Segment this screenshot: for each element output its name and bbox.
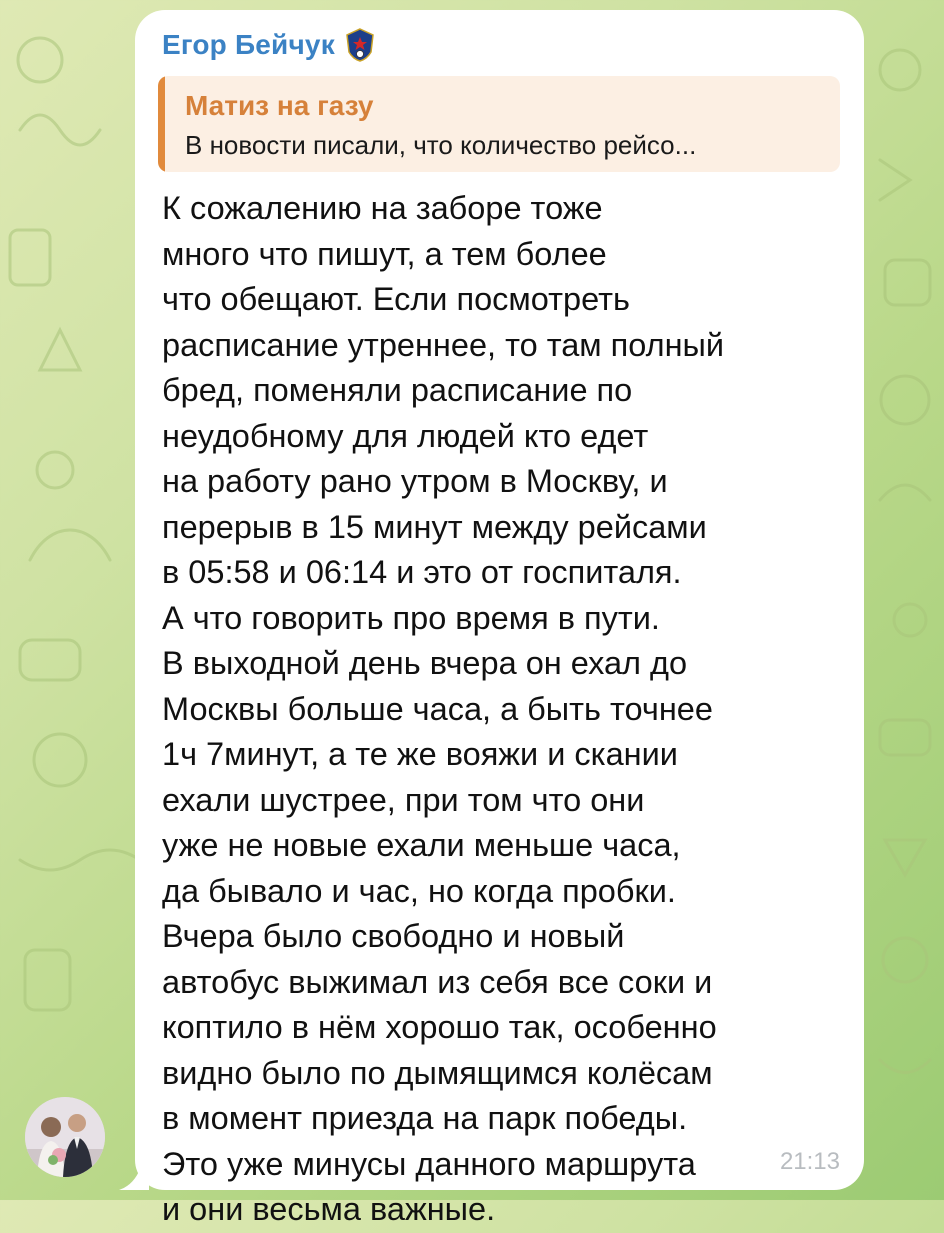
sender-avatar[interactable] xyxy=(25,1097,105,1177)
message-timestamp: 21:13 xyxy=(779,1148,840,1175)
message-line: в момент приезда на парк победы. xyxy=(162,1100,688,1136)
cska-emblem-icon xyxy=(345,28,375,62)
reply-preview: В новости писали, что количество рейсо... xyxy=(185,130,697,160)
message-line: коптило в нём хорошо так, особенно xyxy=(162,1009,717,1045)
message-line: расписание утреннее, то там полный xyxy=(162,326,725,363)
message-line: на работу рано утром в Москву, и xyxy=(162,463,668,499)
message-line: что обещают. Если посмотреть xyxy=(162,281,630,317)
message-line: да бывало и час, но когда пробки. xyxy=(162,872,676,909)
reply-accent-bar xyxy=(158,76,165,172)
message-line: много что пишут, а тем более xyxy=(162,235,607,272)
message-line: ехали шустрее, при том что они xyxy=(162,781,645,818)
avatar-photo xyxy=(25,1097,105,1177)
message-line: неудобному для людей кто едет xyxy=(162,417,649,454)
message-line: Вчера было свободно и новый xyxy=(162,918,625,954)
message-line: Москвы больше часа, а быть точнее xyxy=(162,690,713,727)
sender-name[interactable]: Егор Бейчук xyxy=(162,29,335,60)
message-line: В выходной день вчера он ехал до xyxy=(162,645,688,681)
message-line: 1ч 7минут, а те же вояжи и скании xyxy=(162,736,678,772)
reply-author: Матиз на газу xyxy=(185,90,374,121)
message-line: А что говорить про время в пути. xyxy=(162,599,660,636)
message-line: перерыв в 15 минут между рейсами xyxy=(162,508,707,545)
message-text xyxy=(162,186,852,1233)
message-line: К сожалению на заборе тоже xyxy=(162,190,603,226)
sender-header[interactable] xyxy=(162,28,375,62)
message-line: и они весьма важные. xyxy=(162,1191,496,1227)
message-line: бред, поменяли расписание по xyxy=(162,372,633,408)
message-line: Это уже минусы данного маршрута xyxy=(162,1145,696,1182)
message-line: автобус выжимал из себя все соки и xyxy=(162,963,713,1000)
message-line: уже не новые ехали меньше часа, xyxy=(162,827,681,863)
message-line: в 05:58 и 06:14 и это от госпиталя. xyxy=(162,554,682,590)
message-bubble[interactable] xyxy=(135,10,864,1227)
reply-quote[interactable] xyxy=(158,76,840,172)
message-line: видно было по дымящимся колёсам xyxy=(162,1054,713,1091)
